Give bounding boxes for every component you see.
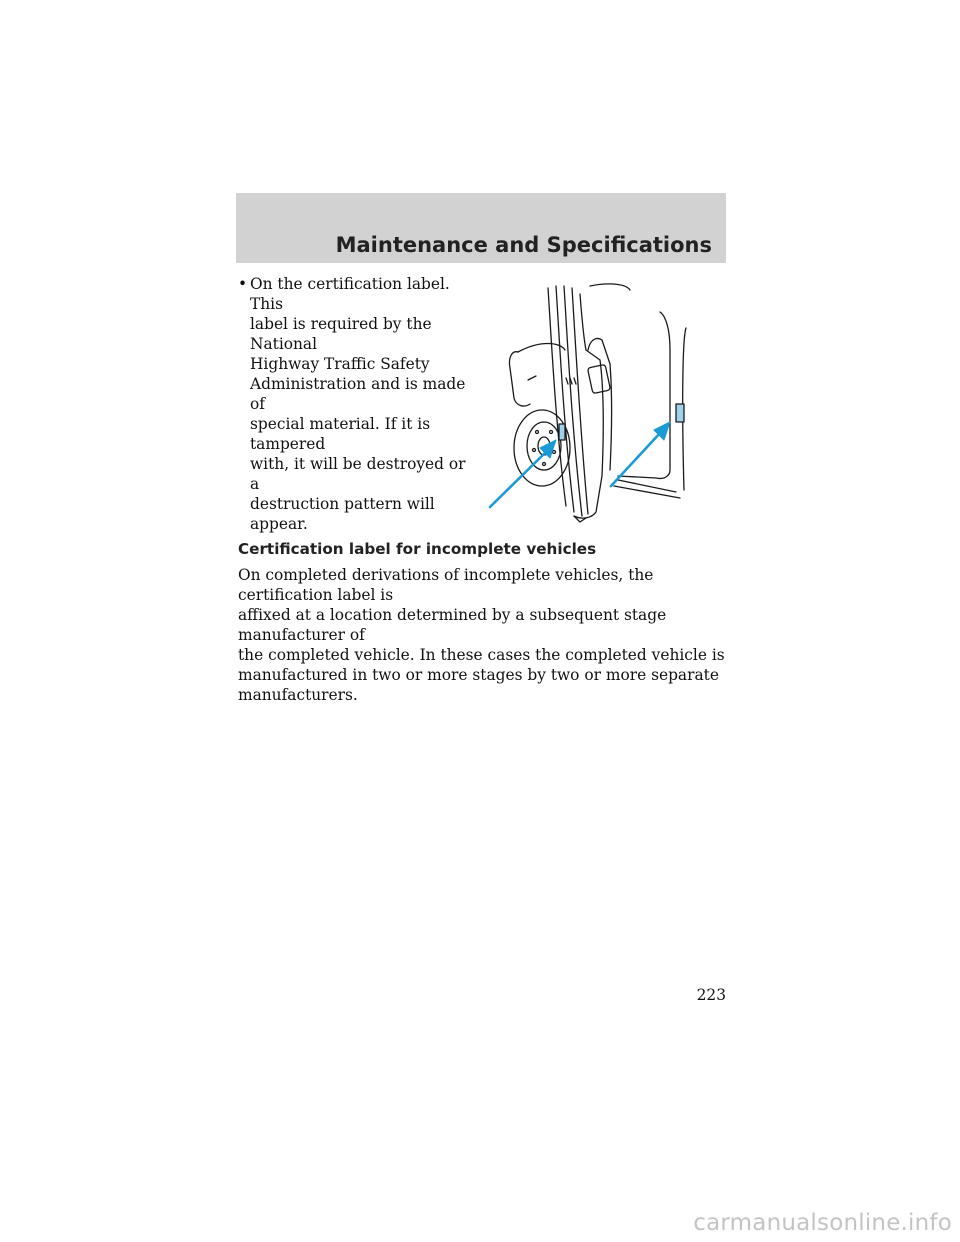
door-edge-label <box>559 424 565 440</box>
a-pillar-line <box>572 288 588 514</box>
door-panel-edge <box>588 338 612 470</box>
paragraph-line: On completed derivations of incomplete vehicles, the certification label is <box>238 566 654 604</box>
door-opening <box>618 312 670 479</box>
lug-nut <box>536 431 539 434</box>
fender-detail <box>528 376 536 380</box>
bullet-line: On the certification label. This <box>250 275 450 313</box>
subheading-incomplete-vehicles: Certification label for incomplete vehicles <box>238 540 597 558</box>
hood-edge <box>518 344 565 353</box>
door-latch <box>587 364 610 393</box>
bullet-line: with, it will be destroyed or a <box>250 455 466 493</box>
bullet-line: Highway Traffic Safety <box>250 355 430 373</box>
bullet-line: special material. If it is tampered <box>250 415 431 453</box>
hinge-detail <box>566 378 576 384</box>
section-title: Maintenance and Specifications <box>335 233 712 257</box>
lug-nut <box>533 449 536 452</box>
bullet-list <box>238 274 478 534</box>
door-bottom <box>574 516 586 522</box>
roof-line <box>590 284 630 290</box>
incomplete-vehicles-paragraph <box>238 565 728 705</box>
bullet-line: Administration and is made of <box>250 375 466 413</box>
bullet-line: destruction pattern will appear. <box>250 495 435 533</box>
fender-outline <box>509 352 530 406</box>
watermark-text: carmanualsonline.info <box>693 1210 952 1236</box>
paragraph-line: manufacturers. <box>238 686 358 704</box>
door-jamb-illustration <box>470 280 715 530</box>
paragraph-line: affixed at a location determined by a subsequent stage manufacturer of <box>238 606 667 644</box>
lug-nut <box>553 451 556 454</box>
lug-nut <box>550 431 553 434</box>
door-jamb-svg <box>470 280 715 530</box>
section-header-band <box>236 193 726 263</box>
bullet-marker: • <box>238 275 248 293</box>
bullet-block <box>238 274 478 534</box>
arrow-line <box>490 450 548 507</box>
sill-line <box>614 486 680 498</box>
page-number: 223 <box>696 986 726 1004</box>
bullet-item-certification-label <box>238 274 478 534</box>
paragraph-line: manufactured in two or more stages by two or more separate <box>238 666 719 684</box>
bullet-line: label is required by the National <box>250 315 432 353</box>
paragraph-line: the completed vehicle. In these cases the completed vehicle is <box>238 646 725 664</box>
lug-nut <box>543 463 546 466</box>
b-pillar-label <box>676 404 684 422</box>
sill-line <box>618 480 676 492</box>
